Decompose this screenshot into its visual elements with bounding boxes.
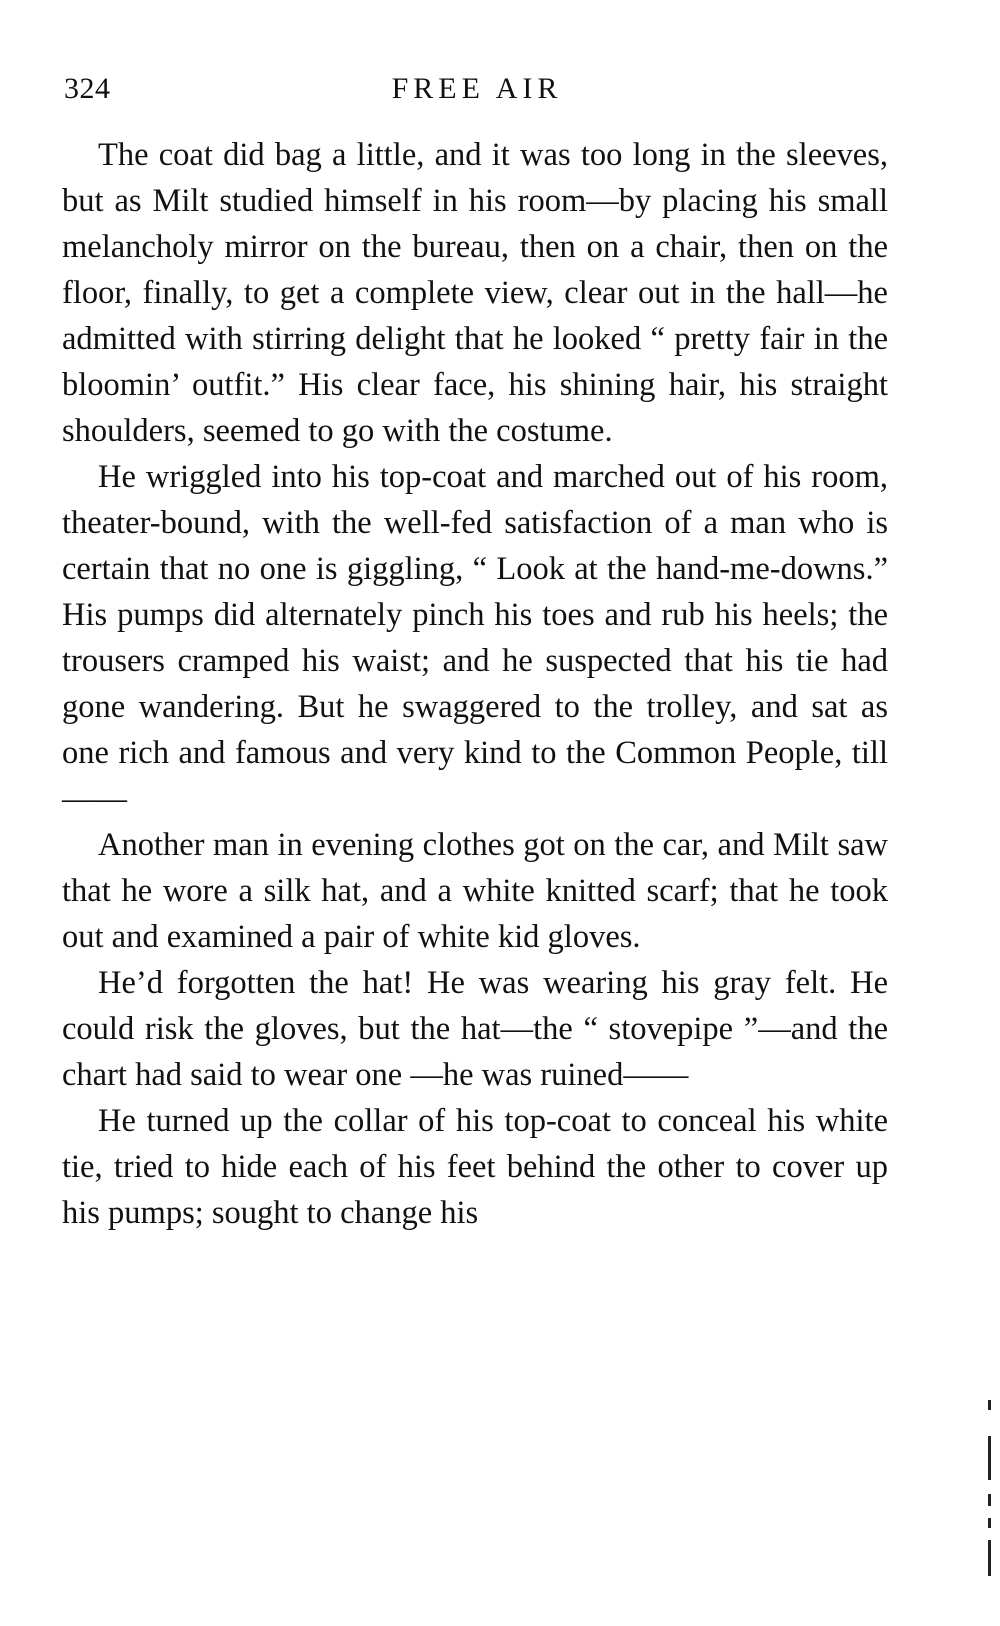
paragraph: The coat did bag a little, and it was too long in the sleeves, but as Milt studied himself in his room—by placing his small melancholy mirror on the bureau, then on a chair, then on the floor, finally, to get a complete view, clear out in the hall—he admitted with stirring delight that he looked “ pretty fair in the bloomin’ outfit.” His clear face, his shining hair, his straight shoulders, seemed to go with the costume. — [62, 137, 888, 449]
body-text — [62, 132, 888, 1236]
paragraph: He wriggled into his top-coat and marched out of his room, theater-bound, with the well-fed satisfaction of a man who is certain that no one is giggling, “ Look at the hand-me-downs.” His pumps did alternately pinch his toes and rub his heels; the trousers cramped his waist; and he suspected that his tie had gone wandering. But he swaggered to the trolley, and sat as one rich and famous and very kind to the Common People, till—— — [62, 459, 888, 817]
paragraph: He’d forgotten the hat! He was wearing his gray felt. He could risk the gloves, but the hat—the “ stovepipe ”—and the chart had said to wear one —he was ruined—— — [62, 965, 888, 1093]
paragraph: Another man in evening clothes got on the car, and Milt saw that he wore a silk hat, and a white knitted scarf; that he took out and examined a pair of white kid gloves. — [62, 827, 888, 955]
scan-edge-marks — [988, 1400, 994, 1580]
running-title: FREE AIR — [391, 72, 563, 105]
page-header — [64, 72, 890, 116]
paragraph: He turned up the collar of his top-coat to conceal his white tie, tried to hide each of his feet behind the other to cover up his pumps; sought to change his — [62, 1103, 888, 1231]
page-number: 324 — [64, 72, 111, 105]
